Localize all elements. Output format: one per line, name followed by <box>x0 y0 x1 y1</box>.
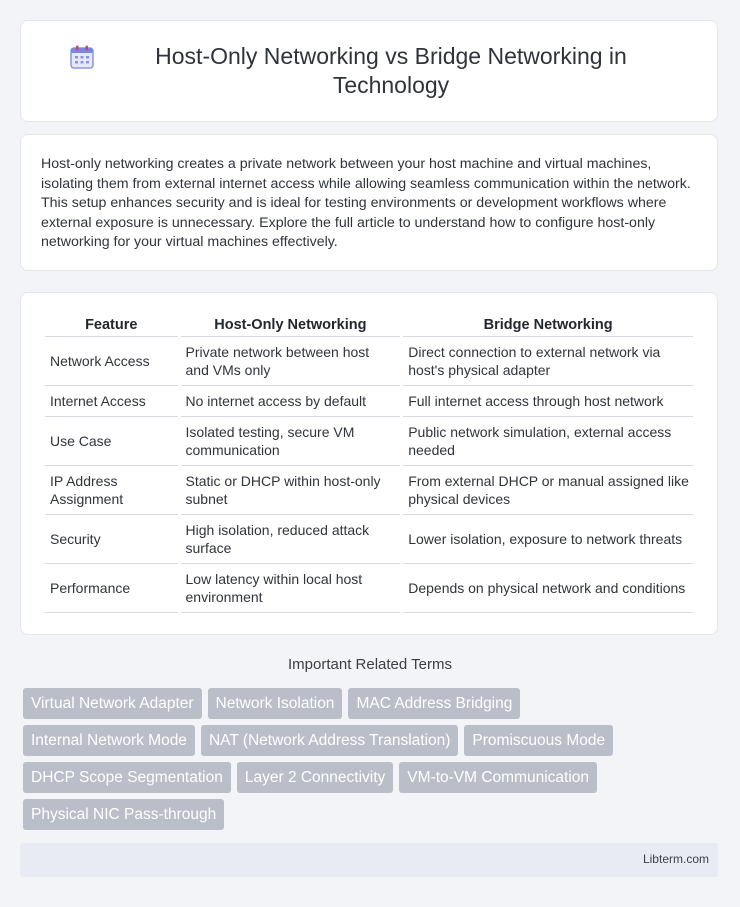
intro-card <box>20 134 718 271</box>
table-cell: IP Address Assignment <box>45 466 178 515</box>
related-term-tag[interactable]: Internal Network Mode <box>23 725 195 756</box>
table-cell: Direct connection to external network via host's physical adapter <box>403 337 693 386</box>
table-row <box>45 564 693 613</box>
table-row <box>45 337 693 386</box>
related-terms-heading: Important Related Terms <box>288 656 452 673</box>
table-row <box>45 386 693 417</box>
table-header-row <box>45 315 693 337</box>
table-cell: High isolation, reduced attack surface <box>181 515 401 564</box>
table-row <box>45 466 693 515</box>
title-card <box>20 20 718 122</box>
related-term-tag[interactable]: Network Isolation <box>208 688 343 719</box>
comparison-table <box>42 315 696 613</box>
footer <box>20 843 718 877</box>
related-term-tag[interactable]: Virtual Network Adapter <box>23 688 202 719</box>
header-bridge: Bridge Networking <box>403 315 693 337</box>
calendar-icon <box>69 44 95 70</box>
table-cell: From external DHCP or manual assigned like physical devices <box>403 466 693 515</box>
table-cell: Private network between host and VMs only <box>181 337 401 386</box>
table-cell: Static or DHCP within host-only subnet <box>181 466 401 515</box>
related-term-tag[interactable]: NAT (Network Address Translation) <box>201 725 458 756</box>
intro-paragraph: Host-only networking creates a private network between your host machine and virtual machines, isolating them from external internet access while allowing seamless communication within the network. This setup enhances security and is ideal for testing environments or development workflows where external exposure is unnecessary. Explore the full article to understand how to configure host-only networking for your virtual machines effectively. <box>41 156 691 251</box>
table-row <box>45 515 693 564</box>
header-feature: Feature <box>45 315 178 337</box>
table-cell: Public network simulation, external access needed <box>403 417 693 466</box>
page-title: Host-Only Networking vs Bridge Networking in Technology <box>155 43 627 98</box>
related-term-tag[interactable]: DHCP Scope Segmentation <box>23 762 231 793</box>
table-cell: Lower isolation, exposure to network threats <box>403 515 693 564</box>
table-cell: Isolated testing, secure VM communication <box>181 417 401 466</box>
table-cell: Full internet access through host network <box>403 386 693 417</box>
related-term-tag[interactable]: VM-to-VM Communication <box>399 762 597 793</box>
title-wrap <box>69 42 669 100</box>
related-term-tag[interactable]: MAC Address Bridging <box>348 688 520 719</box>
table-cell: Performance <box>45 564 178 613</box>
table-cell: Internet Access <box>45 386 178 417</box>
table-cell: Network Access <box>45 337 178 386</box>
table-cell: Security <box>45 515 178 564</box>
comparison-table-card <box>20 292 718 635</box>
related-term-tag[interactable]: Promiscuous Mode <box>464 725 613 756</box>
table-cell: Use Case <box>45 417 178 466</box>
table-cell: No internet access by default <box>181 386 401 417</box>
related-term-tag[interactable]: Physical NIC Pass-through <box>23 799 224 830</box>
table-row <box>45 417 693 466</box>
footer-site-link[interactable]: Libterm.com <box>642 852 709 866</box>
header-host-only: Host-Only Networking <box>181 315 401 337</box>
table-cell: Low latency within local host environment <box>181 564 401 613</box>
table-cell: Depends on physical network and conditions <box>403 564 693 613</box>
related-terms-list <box>23 688 683 836</box>
related-term-tag[interactable]: Layer 2 Connectivity <box>237 762 393 793</box>
